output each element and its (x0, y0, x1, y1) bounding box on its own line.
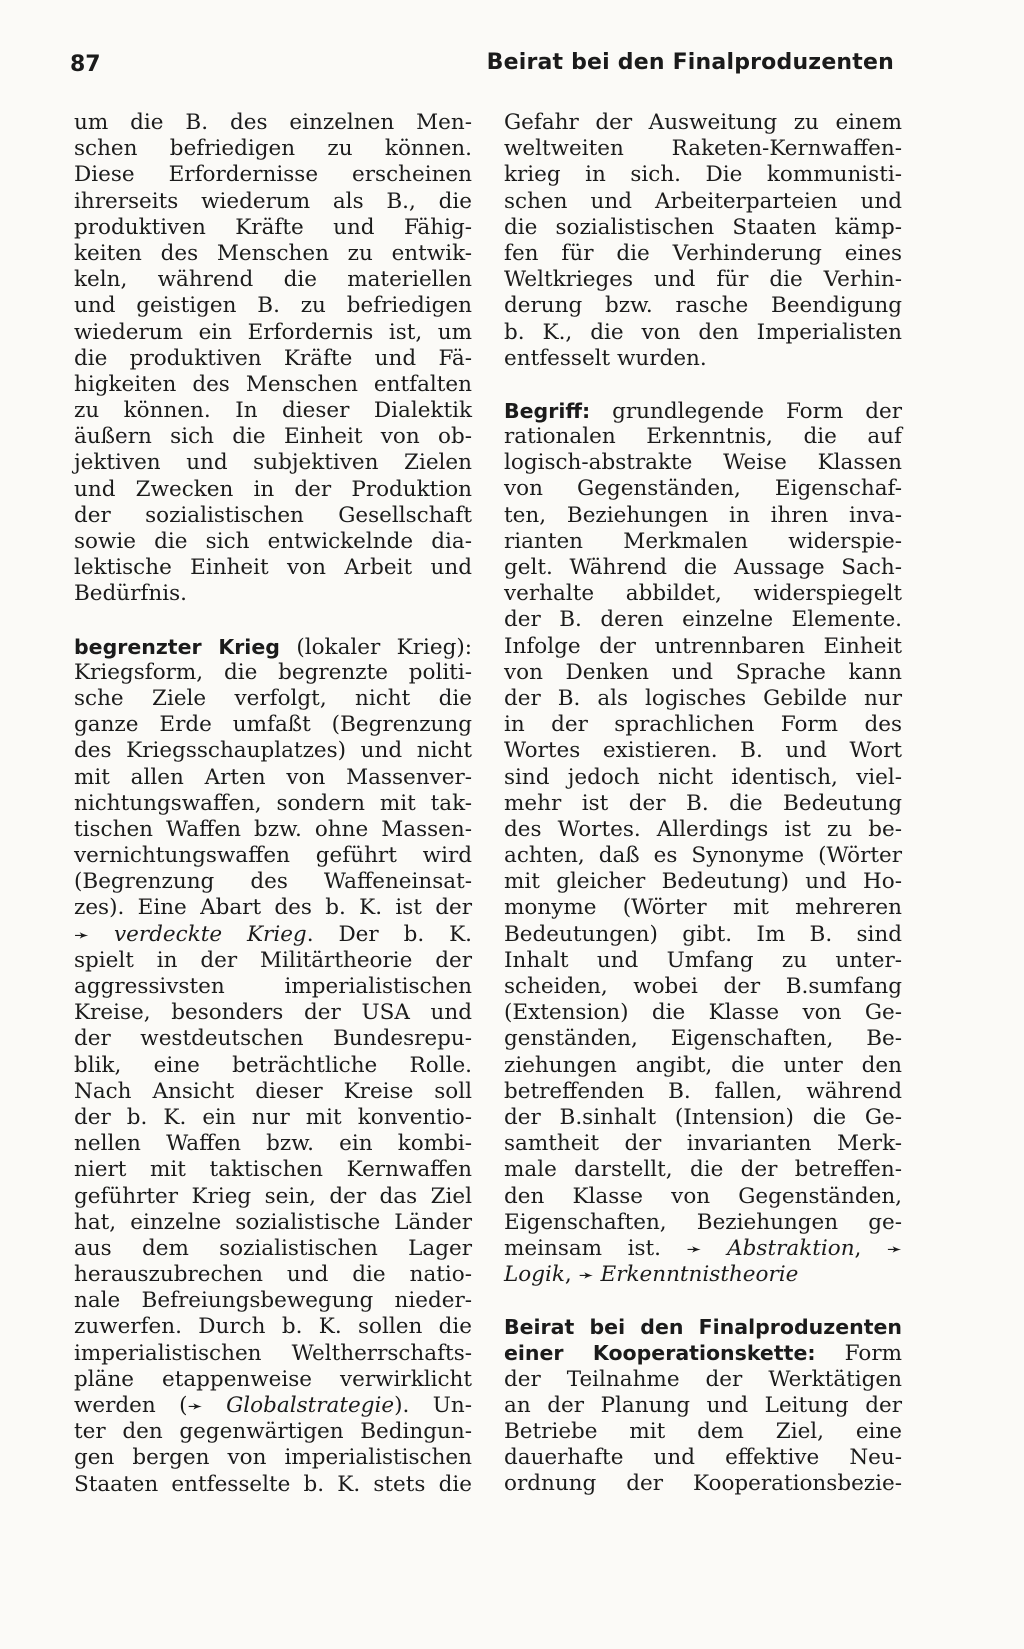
text-line: zes). Eine Abart des b. K. ist der (74, 895, 472, 921)
text-line: ordnung der Kooperationsbezie- (504, 1471, 902, 1497)
text-line: zu können. In dieser Dialektik (74, 398, 472, 424)
text-line: weltweiten Raketen-Kernwaffen- (504, 136, 902, 162)
cross-reference-line (74, 922, 472, 948)
entry-heading-line (504, 398, 902, 424)
text-line: samtheit der invarianten Merk- (504, 1131, 902, 1157)
text-line: aus dem sozialistischen Lager (74, 1235, 472, 1261)
text-line: Bedeutungen) gibt. Im B. sind (504, 921, 902, 947)
text-line: produktiven Kräfte und Fähig- (74, 214, 472, 240)
text-line: des Wortes. Allerdings ist zu be- (504, 816, 902, 842)
text-line: Infolge der untrennbaren Einheit (504, 633, 902, 659)
entry-term: Begriff: (504, 398, 591, 423)
text-line: achten, daß es Synonyme (Wörter (504, 843, 902, 869)
text-line: blik, eine beträchtliche Rolle. (74, 1052, 472, 1078)
text-line: jektiven und subjektiven Zielen (74, 450, 472, 476)
text-fragment: ). Un- (394, 1393, 472, 1418)
text-line: hat, einzelne sozialistische Länder (74, 1209, 472, 1235)
text-line: von Denken und Sprache kann (504, 659, 902, 685)
text-line: niert mit taktischen Kernwaffen (74, 1157, 472, 1183)
running-head: Beirat bei den Finalproduzenten (486, 50, 894, 75)
text-line: dauerhafte und effektive Neu- (504, 1445, 902, 1471)
text-line: äußern sich die Einheit von ob- (74, 424, 472, 450)
text-line: Staaten entfesselte b. K. stets die (74, 1471, 472, 1497)
text-line: der westdeutschen Bundesrepu- (74, 1026, 472, 1052)
text-fragment: , (854, 1235, 887, 1261)
text-line: rianten Merkmalen widerspie- (504, 528, 902, 554)
text-line: spielt in der Militärtheorie der (74, 947, 472, 973)
cross-reference-line (504, 1236, 902, 1262)
text-line: der B. als logisches Gebilde nur (504, 685, 902, 711)
text-line: sind jedoch nicht identisch, viel- (504, 764, 902, 790)
text-line: (Extension) die Klasse von Ge- (504, 1000, 902, 1026)
text-line: vernichtungswaffen geführt wird (74, 843, 472, 869)
cross-reference-link[interactable]: Logik (504, 1262, 565, 1288)
text-line: Inhalt und Umfang zu unter- (504, 947, 902, 973)
cross-reference-link[interactable]: Globalstrategie (226, 1393, 395, 1418)
cross-reference-link[interactable]: verdeckte Krieg (114, 921, 307, 947)
page-number: 87 (70, 52, 101, 77)
text-line: tischen Waffen bzw. ohne Massen- (74, 816, 472, 842)
text-line: nale Befreiungsbewegung nieder- (74, 1288, 472, 1314)
text-line: Weltkrieges und für die Verhin- (504, 267, 902, 293)
text-line: verhalte abbildet, widerspiegelt (504, 581, 902, 607)
left-column (74, 110, 472, 1498)
text-line: zuwerfen. Durch b. K. sollen die (74, 1314, 472, 1340)
text-line: pläne etappenweise verwirklicht (74, 1366, 472, 1392)
text-line: fen für die Verhinderung eines (504, 240, 902, 266)
cross-reference-link[interactable]: Abstraktion (727, 1235, 855, 1261)
text-fragment: meinsam ist. (504, 1235, 687, 1261)
text-line: Bedürfnis. (74, 581, 187, 607)
text-line: der B.sinhalt (Intension) die Ge- (504, 1104, 902, 1130)
text-line: sche Ziele verfolgt, nicht die (74, 685, 472, 711)
text-line: monyme (Wörter mit mehreren (504, 895, 902, 921)
text-fragment: , (564, 1262, 579, 1288)
text-line: von Gegenständen, Eigenschaf- (504, 476, 902, 502)
text-line: keiten des Menschen zu entwik- (74, 240, 472, 266)
cross-reference-link[interactable]: Erkenntnistheorie (600, 1262, 799, 1288)
text-line: mit gleicher Bedeutung) und Ho- (504, 869, 902, 895)
text-line: b. K., die von den Imperialisten (504, 319, 902, 345)
entry-heading-line (504, 1340, 902, 1366)
right-column (504, 110, 902, 1498)
text-line: gelt. Während die Aussage Sach- (504, 555, 902, 580)
text-line: scheiden, wobei der B.sumfang (504, 974, 902, 999)
text-line: Kriegsform, die begrenzte politi- (74, 659, 472, 685)
text-line: und Zwecken in der Produktion (74, 476, 472, 502)
text-line: nichtungswaffen, sondern mit tak- (74, 790, 472, 816)
text-line: lektische Einheit von Arbeit und (74, 555, 472, 581)
text-line: Diese Erfordernisse erscheinen (74, 162, 472, 188)
entry-term: begrenzter Krieg (74, 634, 280, 659)
text-line: die produktiven Kräfte und Fä- (74, 345, 472, 371)
text-line: um die B. des einzelnen Men- (74, 110, 472, 135)
text-line: higkeiten des Menschen entfalten (74, 371, 472, 397)
text-line: aggressivsten imperialistischen (74, 974, 472, 999)
entry-heading-line (504, 1314, 902, 1340)
text-line: geführter Krieg sein, der das Ziel (74, 1183, 472, 1209)
paragraph-beduerfnis-continued (74, 110, 472, 608)
text-line: in der sprachlichen Form des (504, 712, 902, 738)
text-line: ziehungen angibt, die unter den (504, 1052, 902, 1078)
text-line: logisch-abstrakte Weise Klassen (504, 450, 902, 476)
text-line: (Begrenzung des Waffeneinsat- (74, 869, 472, 895)
text-line: betreffenden B. fallen, während (504, 1078, 902, 1104)
text-line: Kreise, besonders der USA und (74, 1000, 472, 1026)
text-line: Nach Ansicht dieser Kreise soll (74, 1078, 472, 1104)
text-line: Gefahr der Ausweitung zu einem (504, 110, 902, 135)
text-line: der B. deren einzelne Elemente. (504, 607, 902, 633)
text-line: derung bzw. rasche Beendigung (504, 293, 902, 319)
arrow-right-icon: ➛ (886, 1238, 903, 1260)
text-line: der Teilnahme der Werktätigen (504, 1366, 902, 1392)
text-line: ter den gegenwärtigen Bedingun- (74, 1419, 472, 1445)
text-line: ihrerseits wiederum als B., die (74, 188, 472, 214)
text-fragment: . Der b. K. (306, 921, 472, 947)
text-line: Betriebe mit dem Ziel, eine (504, 1419, 902, 1444)
text-line: an der Planung und Leitung der (504, 1392, 902, 1418)
text-line: herauszubrechen und die natio- (74, 1262, 472, 1288)
text-line: und geistigen B. zu befriedigen (74, 293, 472, 319)
text-line: sowie die sich entwickelnde dia- (74, 529, 472, 554)
cross-reference-line (504, 1262, 902, 1288)
text-line: imperialistischen Weltherrschafts- (74, 1340, 472, 1366)
text-line: rationalen Erkenntnis, die auf (504, 424, 902, 450)
text-line: Eigenschaften, Beziehungen ge- (504, 1209, 902, 1235)
text-line: den Klasse von Gegenständen, (504, 1183, 902, 1209)
text-line: die sozialistischen Staaten kämp- (504, 214, 902, 240)
text-line: nellen Waffen bzw. ein kombi- (74, 1131, 472, 1157)
arrow-right-icon: ➛ (74, 924, 90, 946)
text-line: entfesselt wurden. (504, 345, 707, 371)
text-line: krieg in sich. Die kommunisti- (504, 162, 902, 188)
text-line: wiederum ein Erfordernis ist, um (74, 319, 472, 345)
text-line: schen befriedigen zu können. (74, 136, 472, 162)
arrow-right-icon: ➛ (686, 1238, 702, 1260)
entry-term-suffix: (lokaler Krieg): (279, 634, 473, 660)
entry-heading-line (74, 634, 472, 660)
entry-begrenzter-krieg (74, 634, 472, 1498)
text-line: male darstellt, die der betreffen- (504, 1157, 902, 1183)
arrow-right-icon: ➛ (187, 1396, 203, 1417)
text-line: der b. K. ein nur mit konventio- (74, 1104, 472, 1130)
text-line: genständen, Eigenschaften, Be- (504, 1026, 902, 1052)
entry-beirat (504, 1314, 902, 1497)
text-line: des Kriegsschauplatzes) und nicht (74, 738, 472, 764)
text-line: ganze Erde umfaßt (Begrenzung (74, 712, 472, 738)
cross-reference-line (74, 1393, 472, 1419)
entry-term: einer Kooperationskette: (504, 1341, 816, 1366)
text-fragment: Form (815, 1341, 902, 1367)
entry-begriff (504, 398, 902, 1288)
text-line: mehr ist der B. die Bedeutung (504, 790, 902, 816)
text-fragment: werden ( (74, 1393, 188, 1418)
text-line: der sozialistischen Gesellschaft (74, 502, 472, 528)
arrow-right-icon: ➛ (578, 1265, 594, 1287)
text-line: schen und Arbeiterparteien und (504, 188, 902, 214)
entry-term: Beirat bei den Finalproduzenten (504, 1315, 902, 1340)
text-line: keln, während die materiellen (74, 267, 472, 293)
text-line: gen bergen von imperialistischen (74, 1445, 472, 1471)
paragraph-krieg-continued (504, 110, 902, 372)
text-line: mit allen Arten von Massenver- (74, 764, 472, 790)
text-line: Wortes existieren. B. und Wort (504, 738, 902, 764)
text-fragment: grundlegende Form der (590, 398, 902, 424)
text-line: ten, Beziehungen in ihren inva- (504, 502, 902, 528)
